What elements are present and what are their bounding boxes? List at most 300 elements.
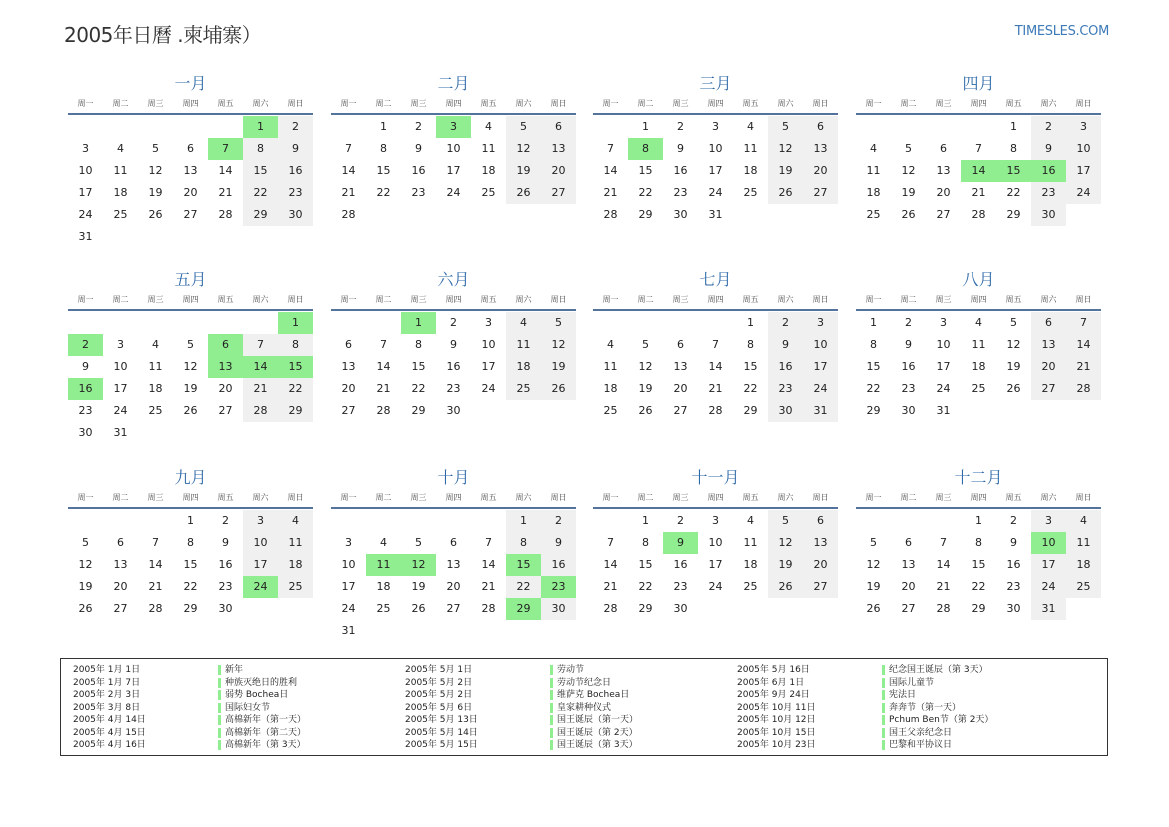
day-cell: 27 [901,602,916,615]
day-cell: 21 [341,186,356,199]
empty-cell [138,510,173,532]
day-cell: 11 [743,536,758,549]
legend-item [405,714,725,727]
empty-cell [926,510,961,532]
holiday-name: 高棉新年（第二天） [225,727,307,738]
day-cell: 13 [541,138,576,160]
empty-cell [331,510,366,532]
day-cell: 22 [278,378,313,400]
holiday-day-cell: 14 [961,160,996,182]
weekday-header [68,492,313,504]
weekday-label: 周六 [252,295,269,304]
day-cell: 30 [278,204,313,226]
holiday-date: 2005年 10月 23日 [737,740,816,750]
legend-item [737,727,1057,740]
weekday-header [593,294,838,306]
legend-item [737,702,1057,715]
day-cell: 10 [936,338,951,351]
day-cell: 4 [975,316,982,329]
day-cell: 18 [481,164,496,177]
empty-cell [436,510,471,532]
empty-cell [698,312,733,334]
legend-item [73,727,393,740]
legend-item [405,689,725,702]
day-cell: 15 [971,558,986,571]
day-cell: 12 [901,164,916,177]
day-cell: 15 [743,360,758,373]
day-cell: 10 [1066,138,1101,160]
day-cell: 18 [278,554,313,576]
day-cell: 16 [901,360,916,373]
day-cell: 1 [642,120,649,133]
weekday-label: 周四 [182,99,199,108]
weekday-label: 周四 [970,493,987,502]
weekday-label: 周四 [707,493,724,502]
weekday-label: 周五 [742,99,759,108]
holiday-marker [882,728,885,738]
month-calendar [331,74,576,226]
holiday-day-cell: 16 [1031,160,1066,182]
day-cell: 12 [1006,338,1021,351]
weekday-label: 周二 [637,99,654,108]
day-cell: 18 [743,164,758,177]
holiday-name: 国王诞辰（第 2天） [557,727,638,738]
day-cell: 27 [341,404,356,417]
holiday-day-cell: 6 [208,334,243,356]
month-name: 十月 [437,468,470,487]
month-calendar [856,74,1101,226]
weekday-label: 周六 [515,295,532,304]
day-cell: 23 [446,382,461,395]
header-divider [68,507,313,509]
day-cell: 19 [411,580,426,593]
day-cell: 1 [870,316,877,329]
day-cell: 26 [638,404,653,417]
day-cell: 6 [905,536,912,549]
day-cell: 28 [376,404,391,417]
day-cell: 23 [218,580,233,593]
holiday-day-cell: 7 [208,138,243,160]
holiday-date: 2005年 1月 7日 [73,677,141,688]
day-cell: 11 [743,142,758,155]
weekday-label: 周日 [1075,99,1092,108]
holiday-marker [218,740,221,750]
month-name: 九月 [174,468,207,487]
day-cell: 25 [278,576,313,598]
day-cell: 19 [768,160,803,182]
empty-cell [663,312,698,334]
day-cell: 10 [708,142,723,155]
legend-item [73,739,393,752]
day-cell: 30 [1031,204,1066,226]
day-cell: 16 [673,558,688,571]
day-cell: 9 [1010,536,1017,549]
holiday-day-cell: 13 [208,356,243,378]
empty-cell [208,116,243,138]
day-cell: 25 [113,208,128,221]
holiday-marker [218,665,221,675]
weekday-label: 周五 [742,493,759,502]
day-cell: 25 [376,602,391,615]
day-cell: 24 [446,186,461,199]
day-cell: 20 [446,580,461,593]
day-cell: 10 [341,558,356,571]
day-cell: 14 [708,360,723,373]
holiday-date: 2005年 5月 2日 [405,690,473,700]
weekday-label: 周四 [445,295,462,304]
holiday-day-cell: 11 [366,554,401,576]
day-grid [331,116,576,226]
month-name: 六月 [437,270,470,289]
header-divider [856,113,1101,115]
holiday-day-cell: 23 [541,576,576,598]
weekday-label: 周二 [900,295,917,304]
day-cell: 18 [743,558,758,571]
day-cell: 25 [148,404,163,417]
day-cell: 1 [642,514,649,527]
day-cell: 8 [1010,142,1017,155]
day-cell: 19 [866,580,881,593]
empty-cell [138,116,173,138]
holiday-date: 2005年 4月 15日 [73,727,146,738]
day-cell: 18 [603,382,618,395]
day-cell: 21 [218,186,233,199]
weekday-header [593,492,838,504]
legend-item [405,677,725,690]
day-cell: 5 [152,142,159,155]
holiday-marker [882,690,885,700]
day-cell: 21 [971,186,986,199]
day-cell: 25 [743,580,758,593]
weekday-header [856,98,1101,110]
weekday-label: 周四 [445,493,462,502]
holiday-date: 2005年 5月 13日 [405,715,478,725]
day-cell: 11 [278,532,313,554]
empty-cell [856,510,891,532]
day-cell: 18 [506,356,541,378]
legend-column [737,664,1057,752]
holiday-date: 2005年 10月 11日 [737,702,816,713]
empty-cell [926,116,961,138]
empty-cell [593,510,628,532]
day-cell: 6 [450,536,457,549]
day-cell: 24 [936,382,951,395]
site-name[interactable]: TIMESLES.COM [1014,24,1109,39]
day-cell: 10 [113,360,128,373]
day-cell: 12 [148,164,163,177]
weekday-label: 周一 [77,99,94,108]
day-cell: 26 [411,602,426,615]
holiday-marker [218,715,221,725]
day-cell: 26 [1006,382,1021,395]
day-cell: 3 [345,536,352,549]
day-cell: 25 [1066,576,1101,598]
weekday-label: 周六 [252,493,269,502]
holiday-day-cell: 1 [401,312,436,334]
day-cell: 4 [506,312,541,334]
day-cell: 20 [1031,356,1066,378]
day-cell: 22 [411,382,426,395]
legend-item [737,689,1057,702]
holiday-marker [218,703,221,713]
day-cell: 13 [673,360,688,373]
day-cell: 19 [506,160,541,182]
day-cell: 20 [936,186,951,199]
day-cell: 8 [415,338,422,351]
empty-cell [103,510,138,532]
day-cell: 7 [607,536,614,549]
day-cell: 26 [183,404,198,417]
empty-cell [366,312,401,334]
day-cell: 28 [148,602,163,615]
day-cell: 20 [901,580,916,593]
legend-item [73,677,393,690]
day-cell: 9 [415,142,422,155]
legend-column [73,664,393,752]
day-cell: 21 [603,580,618,593]
weekday-label: 周五 [1005,99,1022,108]
day-cell: 12 [541,334,576,356]
weekday-label: 周六 [777,295,794,304]
legend-item [737,739,1057,752]
day-cell: 17 [1031,554,1066,576]
day-grid [68,312,313,444]
day-cell: 1 [380,120,387,133]
holiday-date: 2005年 1月 1日 [73,665,141,675]
day-cell: 10 [481,338,496,351]
day-cell: 26 [768,576,803,598]
weekday-label: 周一 [77,295,94,304]
weekday-label: 周三 [935,493,952,502]
header-divider [68,309,313,311]
legend-column [405,664,725,752]
day-cell: 1 [1010,120,1017,133]
day-cell: 22 [638,580,653,593]
header-divider [331,309,576,311]
day-cell: 20 [341,382,356,395]
day-grid [593,116,838,226]
day-cell: 13 [1031,334,1066,356]
day-cell: 28 [708,404,723,417]
day-cell: 6 [940,142,947,155]
empty-cell [471,510,506,532]
day-cell: 17 [481,360,496,373]
day-cell: 29 [971,602,986,615]
day-cell: 15 [866,360,881,373]
day-cell: 23 [673,186,688,199]
day-cell: 16 [541,554,576,576]
day-cell: 29 [278,400,313,422]
day-cell: 27 [183,208,198,221]
weekday-header [68,98,313,110]
holiday-day-cell: 12 [401,554,436,576]
holiday-day-cell: 15 [996,160,1031,182]
holiday-date: 2005年 4月 14日 [73,715,146,725]
header-divider [593,507,838,509]
weekday-label: 周一 [865,493,882,502]
day-cell: 8 [870,338,877,351]
day-cell: 5 [870,536,877,549]
day-cell: 13 [803,532,838,554]
day-cell: 2 [677,120,684,133]
day-cell: 13 [446,558,461,571]
day-cell: 17 [78,186,93,199]
holiday-day-cell: 1 [243,116,278,138]
empty-cell [961,116,996,138]
weekday-label: 周三 [147,295,164,304]
day-cell: 26 [506,182,541,204]
holiday-date: 2005年 9月 24日 [737,690,810,700]
day-cell: 11 [506,334,541,356]
day-grid [593,510,838,620]
weekday-label: 周日 [812,493,829,502]
day-cell: 20 [803,160,838,182]
day-cell: 21 [1066,356,1101,378]
day-cell: 13 [113,558,128,571]
empty-cell [891,116,926,138]
day-cell: 9 [677,142,684,155]
holiday-date: 2005年 5月 16日 [737,665,810,675]
day-cell: 17 [113,382,128,395]
day-cell: 17 [243,554,278,576]
day-cell: 31 [803,400,838,422]
day-cell: 3 [1066,116,1101,138]
weekday-label: 周三 [410,295,427,304]
holiday-day-cell: 1 [278,312,313,334]
holiday-name: 国际妇女节 [225,702,271,713]
day-cell: 15 [411,360,426,373]
day-cell: 28 [243,400,278,422]
day-cell: 3 [712,120,719,133]
holiday-marker [550,665,553,675]
weekday-label: 周二 [112,295,129,304]
month-calendar [856,270,1101,422]
day-cell: 15 [376,164,391,177]
weekday-label: 周日 [812,295,829,304]
day-cell: 23 [278,182,313,204]
day-cell: 3 [712,514,719,527]
holiday-marker [550,690,553,700]
month-name: 七月 [699,270,732,289]
day-cell: 7 [975,142,982,155]
holiday-marker [882,715,885,725]
weekday-label: 周一 [602,295,619,304]
day-cell: 4 [485,120,492,133]
day-cell: 9 [541,532,576,554]
empty-cell [68,116,103,138]
day-cell: 6 [803,510,838,532]
weekday-label: 周二 [375,493,392,502]
day-cell: 7 [1066,312,1101,334]
day-cell: 30 [1006,602,1021,615]
day-cell: 17 [446,164,461,177]
holiday-day-cell: 9 [663,532,698,554]
weekday-label: 周日 [812,99,829,108]
day-cell: 18 [376,580,391,593]
weekday-header [331,492,576,504]
holiday-name: 国际儿童节 [889,677,935,688]
day-cell: 3 [940,316,947,329]
empty-cell [891,510,926,532]
month-calendar [68,468,313,620]
day-cell: 23 [768,378,803,400]
holiday-name: 弱势 Bochea日 [225,690,289,700]
day-cell: 13 [936,164,951,177]
empty-cell [331,312,366,334]
day-cell: 10 [803,334,838,356]
day-cell: 9 [905,338,912,351]
day-cell: 28 [603,602,618,615]
day-cell: 28 [218,208,233,221]
weekday-label: 周日 [287,493,304,502]
day-cell: 7 [607,142,614,155]
day-cell: 18 [148,382,163,395]
day-grid [856,116,1101,226]
day-cell: 3 [82,142,89,155]
day-cell: 29 [1006,208,1021,221]
weekday-header [593,98,838,110]
weekday-label: 周四 [970,295,987,304]
holiday-marker [218,678,221,688]
holiday-name: 高棉新年（第 3天） [225,740,306,750]
holiday-day-cell: 15 [278,356,313,378]
day-cell: 8 [243,138,278,160]
day-cell: 27 [803,576,838,598]
day-cell: 18 [971,360,986,373]
day-cell: 24 [1031,576,1066,598]
day-cell: 22 [866,382,881,395]
day-cell: 24 [708,580,723,593]
weekday-label: 周二 [637,295,654,304]
weekday-header [856,294,1101,306]
holiday-date: 2005年 5月 1日 [405,665,473,675]
holiday-marker [218,728,221,738]
empty-cell [103,116,138,138]
holiday-date: 2005年 5月 6日 [405,702,473,713]
day-cell: 24 [78,208,93,221]
day-cell: 22 [638,186,653,199]
day-cell: 9 [278,138,313,160]
month-calendar [593,468,838,620]
empty-cell [593,116,628,138]
day-cell: 6 [187,142,194,155]
day-cell: 28 [1066,378,1101,400]
day-cell: 20 [803,554,838,576]
empty-cell [208,312,243,334]
month-calendar [331,270,576,422]
day-cell: 7 [243,334,278,356]
weekday-label: 周三 [672,295,689,304]
day-cell: 19 [148,186,163,199]
day-cell: 1 [187,514,194,527]
holiday-marker [882,703,885,713]
day-cell: 2 [768,312,803,334]
weekday-label: 周日 [550,295,567,304]
day-cell: 26 [866,602,881,615]
day-cell: 31 [78,230,93,243]
header-divider [593,309,838,311]
holiday-name: 国王父亲纪念日 [889,727,953,738]
day-cell: 30 [673,602,688,615]
month-calendar [593,74,838,226]
holiday-marker [550,715,553,725]
weekday-label: 周一 [340,295,357,304]
day-cell: 14 [936,558,951,571]
weekday-label: 周四 [970,99,987,108]
day-cell: 9 [450,338,457,351]
day-cell: 10 [446,142,461,155]
weekday-label: 周二 [900,493,917,502]
